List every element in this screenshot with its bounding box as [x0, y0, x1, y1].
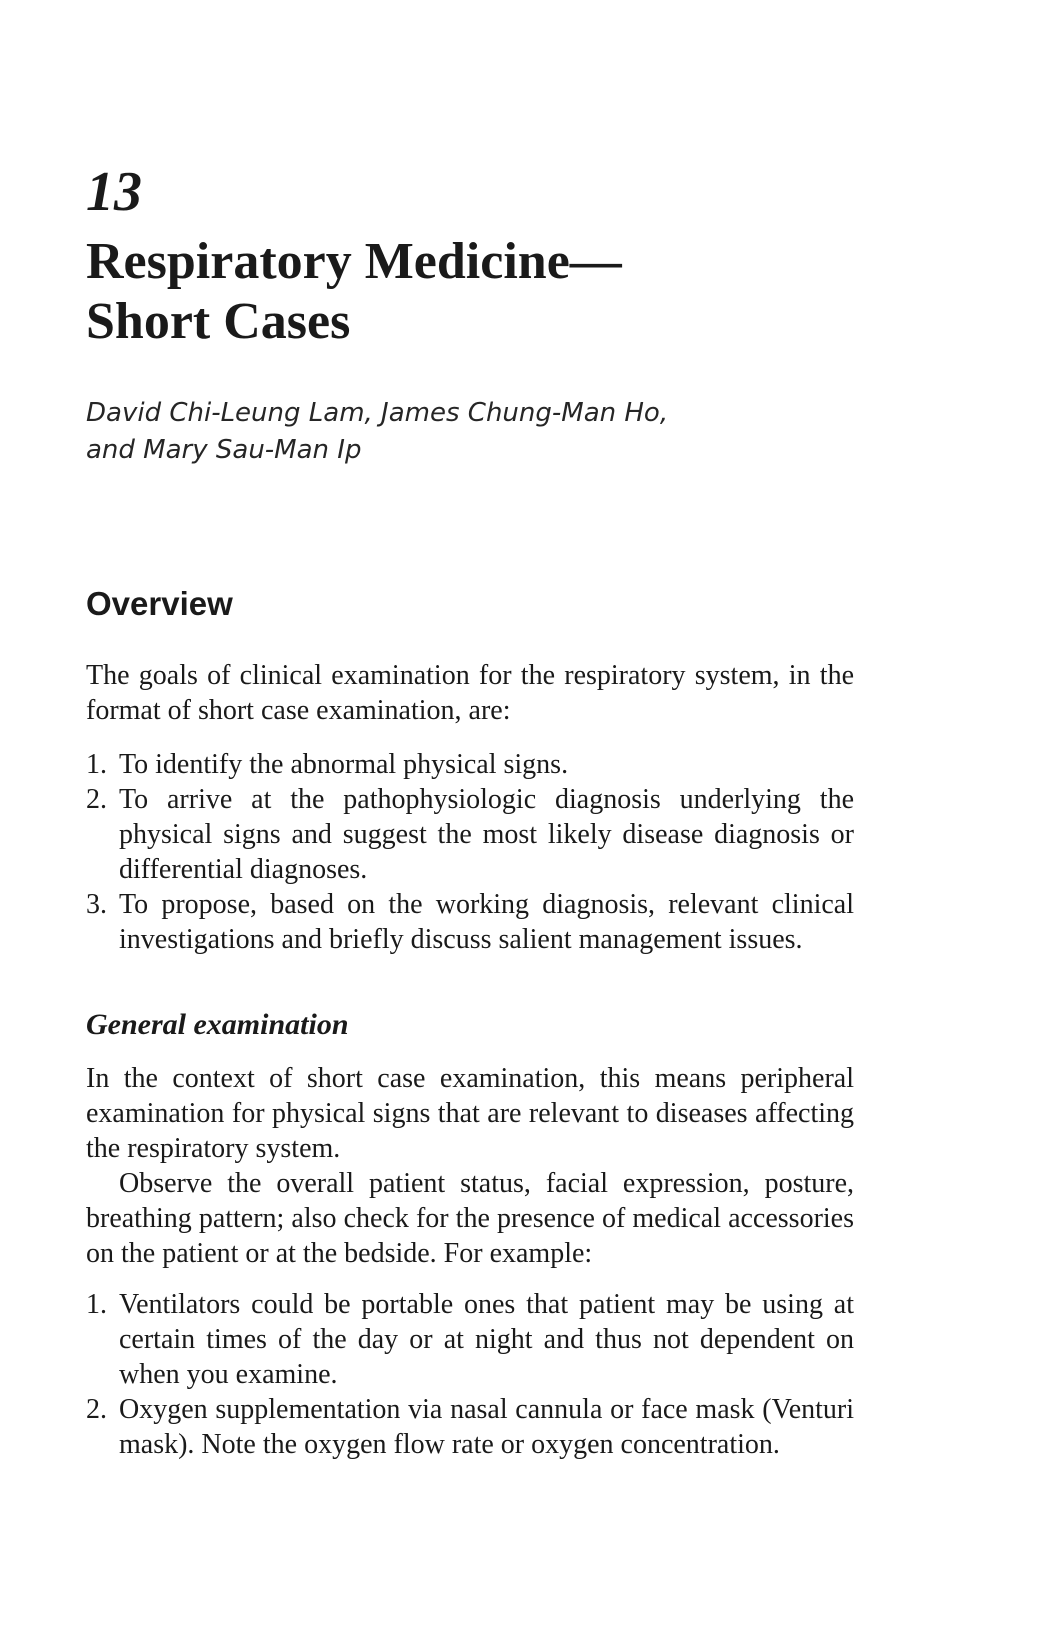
general-examination-heading: General examination — [86, 1008, 349, 1041]
list-item — [86, 1287, 854, 1392]
list-item-text: To arrive at the pathophysiologic diagnosis underlying the physical signs and suggest the most likely disease diagnosis or differential diagnoses. — [119, 784, 854, 885]
list-item-number: 1. — [86, 749, 107, 780]
list-item-text: Oxygen supplementation via nasal cannula or face mask (Venturi mask). Note the oxygen flow rate or oxygen concentration. — [119, 1394, 854, 1460]
medical-accessories-list — [86, 1287, 854, 1462]
authors-line-1: David Chi-Leung Lam, James Chung-Man Ho, — [86, 398, 669, 428]
list-item-number: 1. — [86, 1289, 107, 1320]
list-item-number: 2. — [86, 1394, 107, 1425]
overview-heading: Overview — [86, 585, 233, 622]
chapter-authors — [86, 395, 886, 469]
general-examination-paragraph-1: In the context of short case examination, this means peripheral examination for physical signs that are relevant to diseases affecting the respiratory system. — [86, 1063, 854, 1164]
chapter-title — [86, 232, 886, 352]
list-item — [86, 782, 854, 887]
list-item — [86, 887, 854, 957]
chapter-number: 13 — [86, 161, 142, 223]
list-item — [86, 747, 854, 782]
chapter-title-line-2: Short Cases — [86, 293, 351, 350]
list-item-text: Ventilators could be portable ones that patient may be using at certain times of the day or at night and thus not dependent on when you examine. — [119, 1289, 854, 1390]
general-examination-paragraph-2: Observe the overall patient status, facial expression, posture, breathing pattern; also check for the presence of medical accessories on the patient or at the bedside. For example: — [86, 1168, 854, 1269]
list-item-number: 2. — [86, 784, 107, 815]
chapter-title-line-1: Respiratory Medicine— — [86, 233, 622, 290]
overview-goals-list — [86, 747, 854, 957]
list-item-text: To propose, based on the working diagnosis, relevant clinical investigations and briefly discuss salient management issues. — [119, 889, 854, 955]
list-item — [86, 1392, 854, 1462]
list-item-number: 3. — [86, 889, 107, 920]
authors-line-2: and Mary Sau-Man Ip — [86, 435, 362, 465]
overview-intro-paragraph: The goals of clinical examination for the respiratory system, in the format of short case examination, are: — [86, 660, 854, 726]
list-item-text: To identify the abnormal physical signs. — [119, 749, 569, 780]
